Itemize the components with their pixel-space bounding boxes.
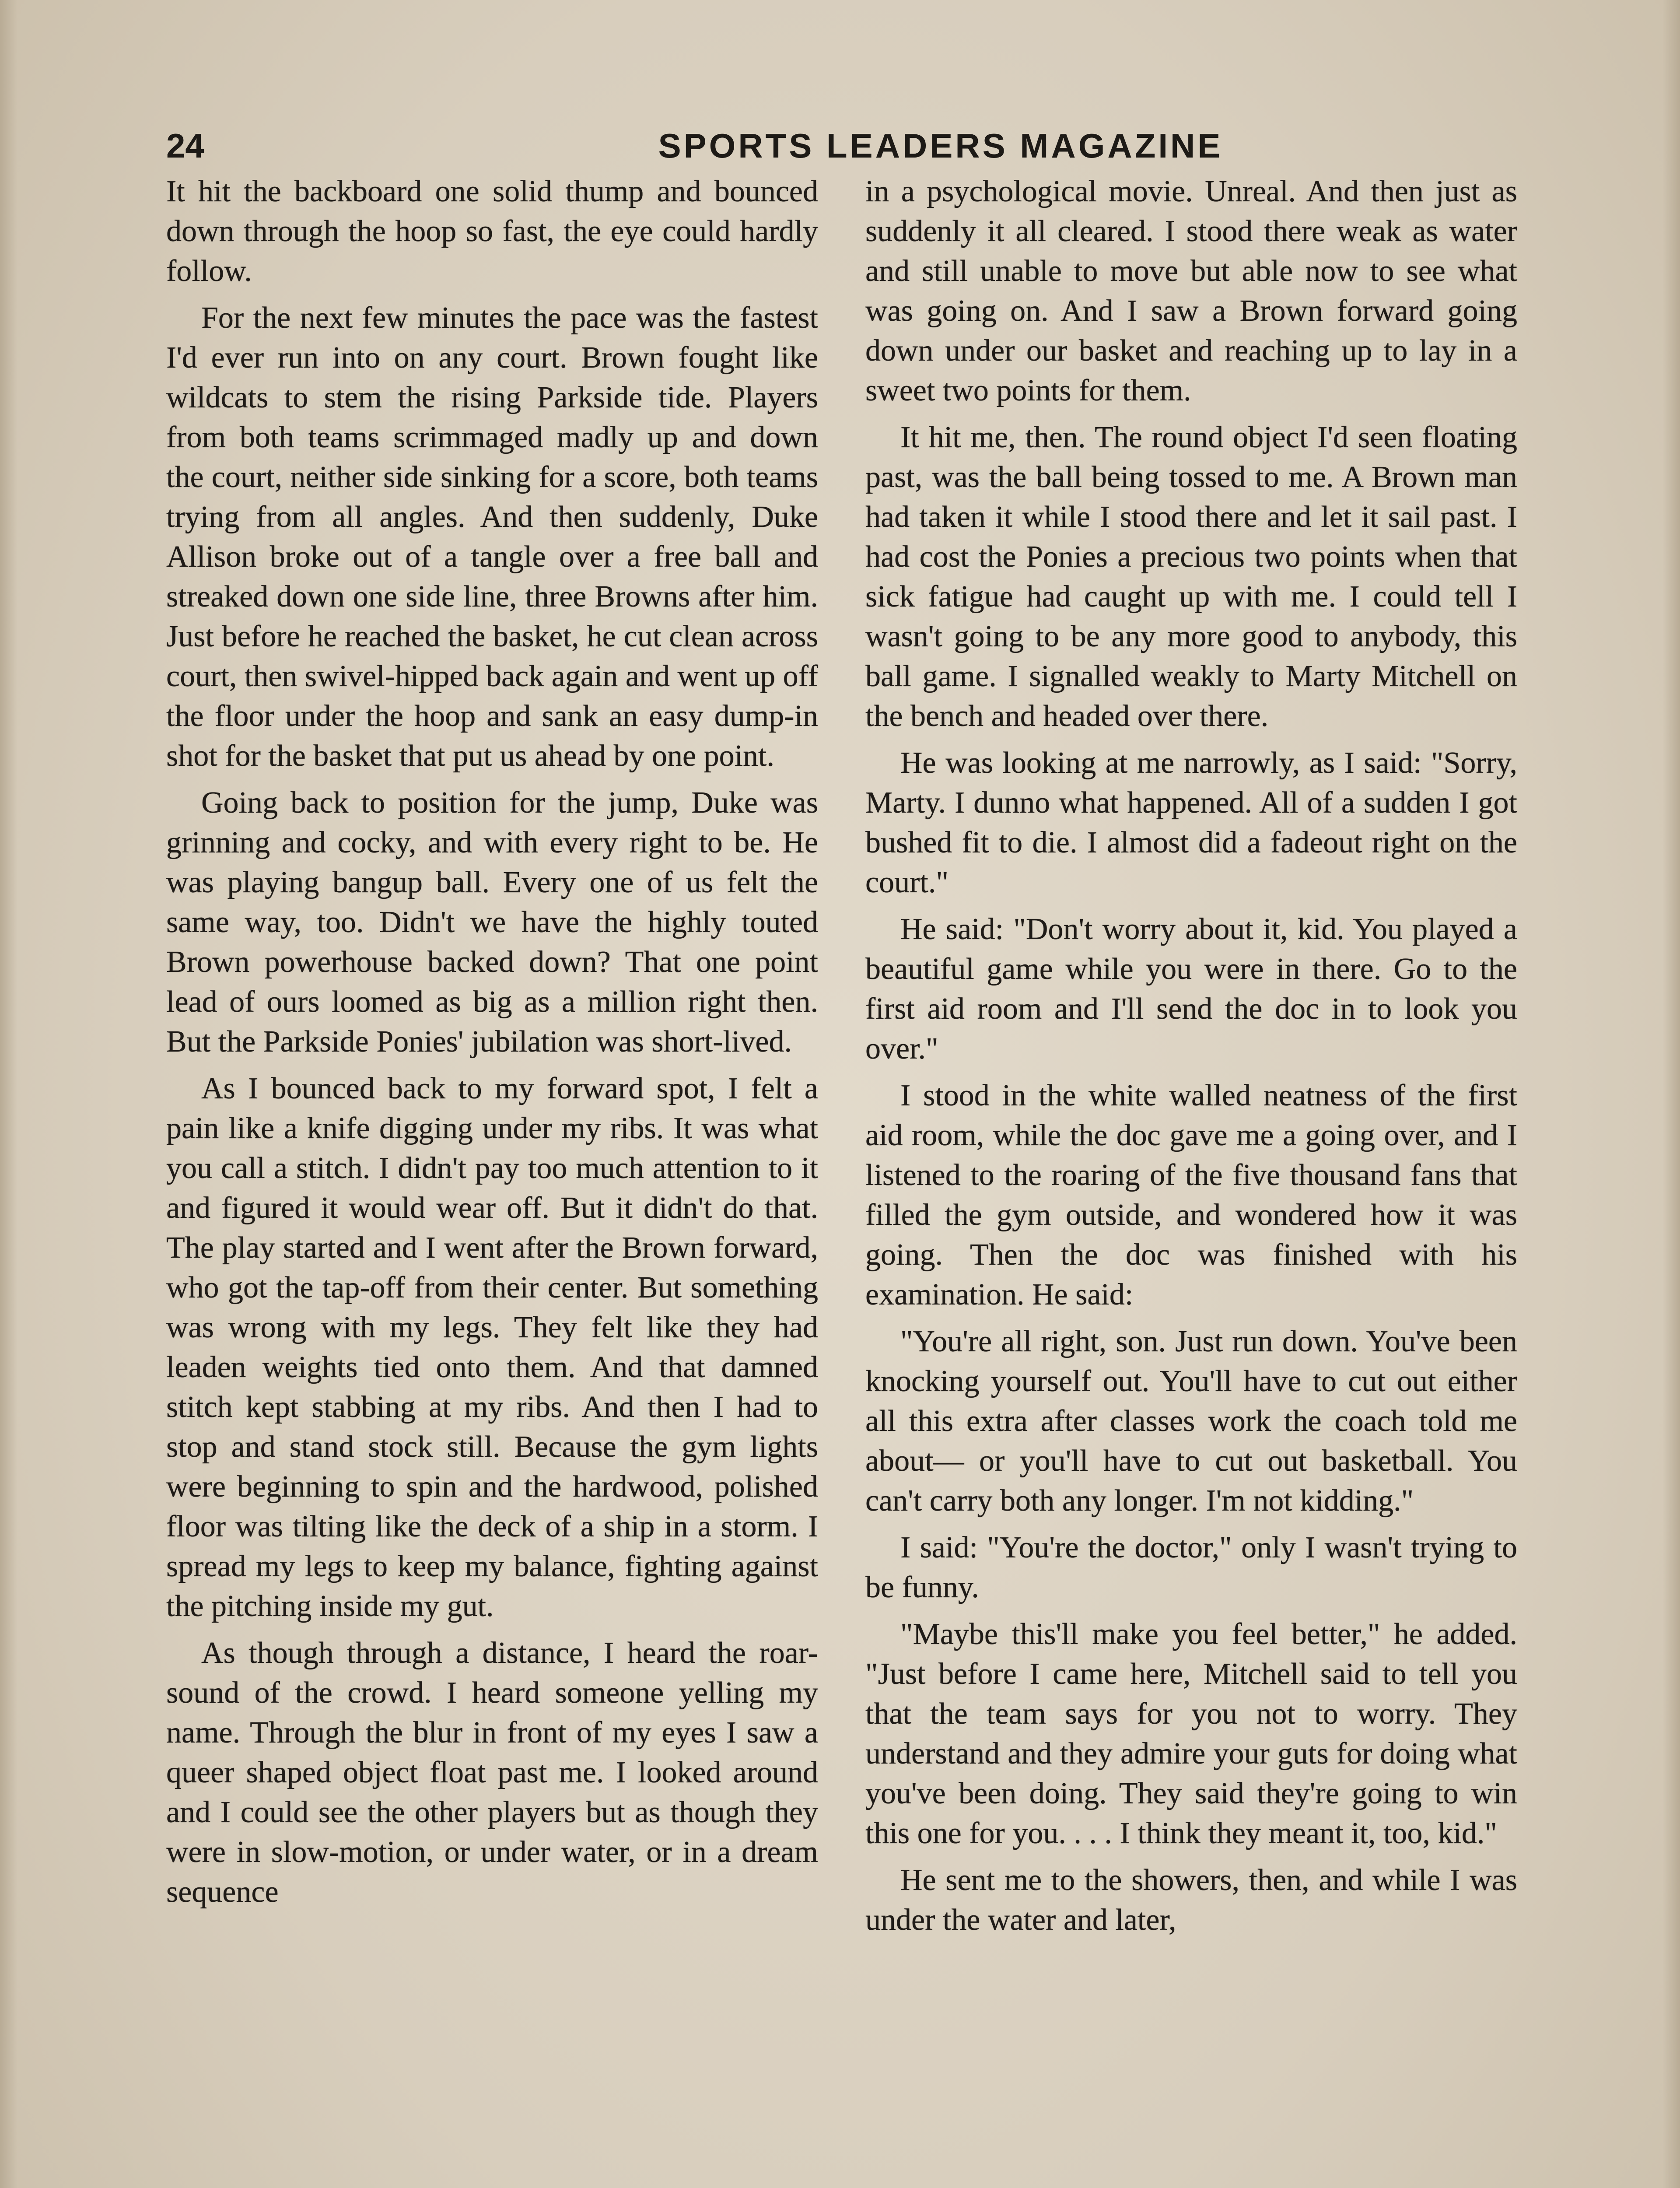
paragraph: As though through a distance, I heard the roar-sound of the crowd. I heard someone yelling my name. Through the blur in front of my eyes I saw a queer shaped object float past me. I looked around and I could see the other players but as though they were in slow-motion, or under water, or in a dream sequence — [166, 1636, 818, 1909]
right-text-column — [865, 172, 1517, 1947]
paragraph: I said: "You're the doctor," only I wasn't trying to be funny. — [865, 1531, 1517, 1604]
paragraph: "Maybe this'll make you feel better," he added. "Just before I came here, Mitchell said to tell you that the team says for you not to worry. They understand and they admire your guts for doing what you've been doing. They said they're going to win this one for you. . . . I think they meant it, too, kid." — [865, 1617, 1517, 1850]
paragraph: It hit the backboard one solid thump and bounced down through the hoop so fast, the eye could hardly follow. — [166, 175, 818, 288]
paragraph: It hit me, then. The round object I'd seen floating past, was the ball being tossed to me. A Brown man had taken it while I stood there and let it sail past. I had cost the Ponies a precious two points when that sick fatigue had caught up with me. I could tell I wasn't going to be any more good to anybody, this ball game. I signalled weakly to Marty Mitchell on the bench and headed over there. — [865, 421, 1517, 733]
paragraph: in a psychological movie. Unreal. And then just as suddenly it all cleared. I stood there weak as water and still unable to move but able now to see what was going on. And I saw a Brown forward going down under our basket and reaching up to lay in a sweet two points for them. — [865, 175, 1517, 407]
page-header — [166, 122, 1514, 174]
paragraph: He said: "Don't worry about it, kid. You played a beautiful game while you were in there. Go to the first aid room and I'll send the doc in to look you over." — [865, 912, 1517, 1066]
page-edge-shadow-right — [1662, 0, 1680, 2188]
paragraph: He sent me to the showers, then, and while I was under the water and later, — [865, 1863, 1517, 1937]
paragraph: Going back to position for the jump, Duke was grinning and cocky, and with every right to be. He was playing bangup ball. Every one of us felt the same way, too. Didn't we have the highly touted Brown powerhouse backed down? That one point lead of ours loomed as big as a million right then. But the Parkside Ponies' jubilation was short-lived. — [166, 786, 818, 1059]
left-text-column — [166, 172, 818, 1919]
paragraph: I stood in the white walled neatness of the first aid room, while the doc gave me a going over, and I listened to the roaring of the five thousand fans that filled the gym outside, and wondered how it was going. Then the doc was finished with his examination. He said: — [865, 1079, 1517, 1311]
page-number: 24 — [166, 126, 204, 165]
paragraph: As I bounced back to my forward spot, I felt a pain like a knife digging under my ribs. It was what you call a stitch. I didn't pay too much attention to it and figured it would wear off. But it didn't do that. The play started and I went after the Brown forward, who got the tap-off from their center. But something was wrong with my legs. They felt like they had leaden weights tied onto them. And that damned stitch kept stabbing at my ribs. And then I had to stop and stand stock still. Because the gym lights were beginning to spin and the hardwood, polished floor was tilting like the deck of a ship in a storm. I spread my legs to keep my balance, fighting against the pitching inside my gut. — [166, 1072, 818, 1623]
magazine-title: SPORTS LEADERS MAGAZINE — [658, 126, 1223, 165]
paragraph: He was looking at me narrowly, as I said: "Sorry, Marty. I dunno what happened. All of a sudden I got bushed fit to die. I almost did a fadeout right on the court." — [865, 746, 1517, 899]
paragraph: For the next few minutes the pace was the fastest I'd ever run into on any court. Brown fought like wildcats to stem the rising Parkside tide. Players from both teams scrimmaged madly up and down the court, neither side sinking for a score, both teams trying from all angles. And then suddenly, Duke Allison broke out of a tangle over a free ball and streaked down one side line, three Browns after him. Just before he reached the basket, he cut clean across court, then swivel-hipped back again and went up off the floor under the hoop and sank an easy dump-in shot for the basket that put us ahead by one point. — [166, 301, 818, 773]
paragraph: "You're all right, son. Just run down. You've been knocking yourself out. You'll have to cut out either all this extra after classes work the coach told me about— or you'll have to cut out basketball. You can't carry both any longer. I'm not kidding." — [865, 1325, 1517, 1518]
page-edge-shadow-left — [0, 0, 18, 2188]
